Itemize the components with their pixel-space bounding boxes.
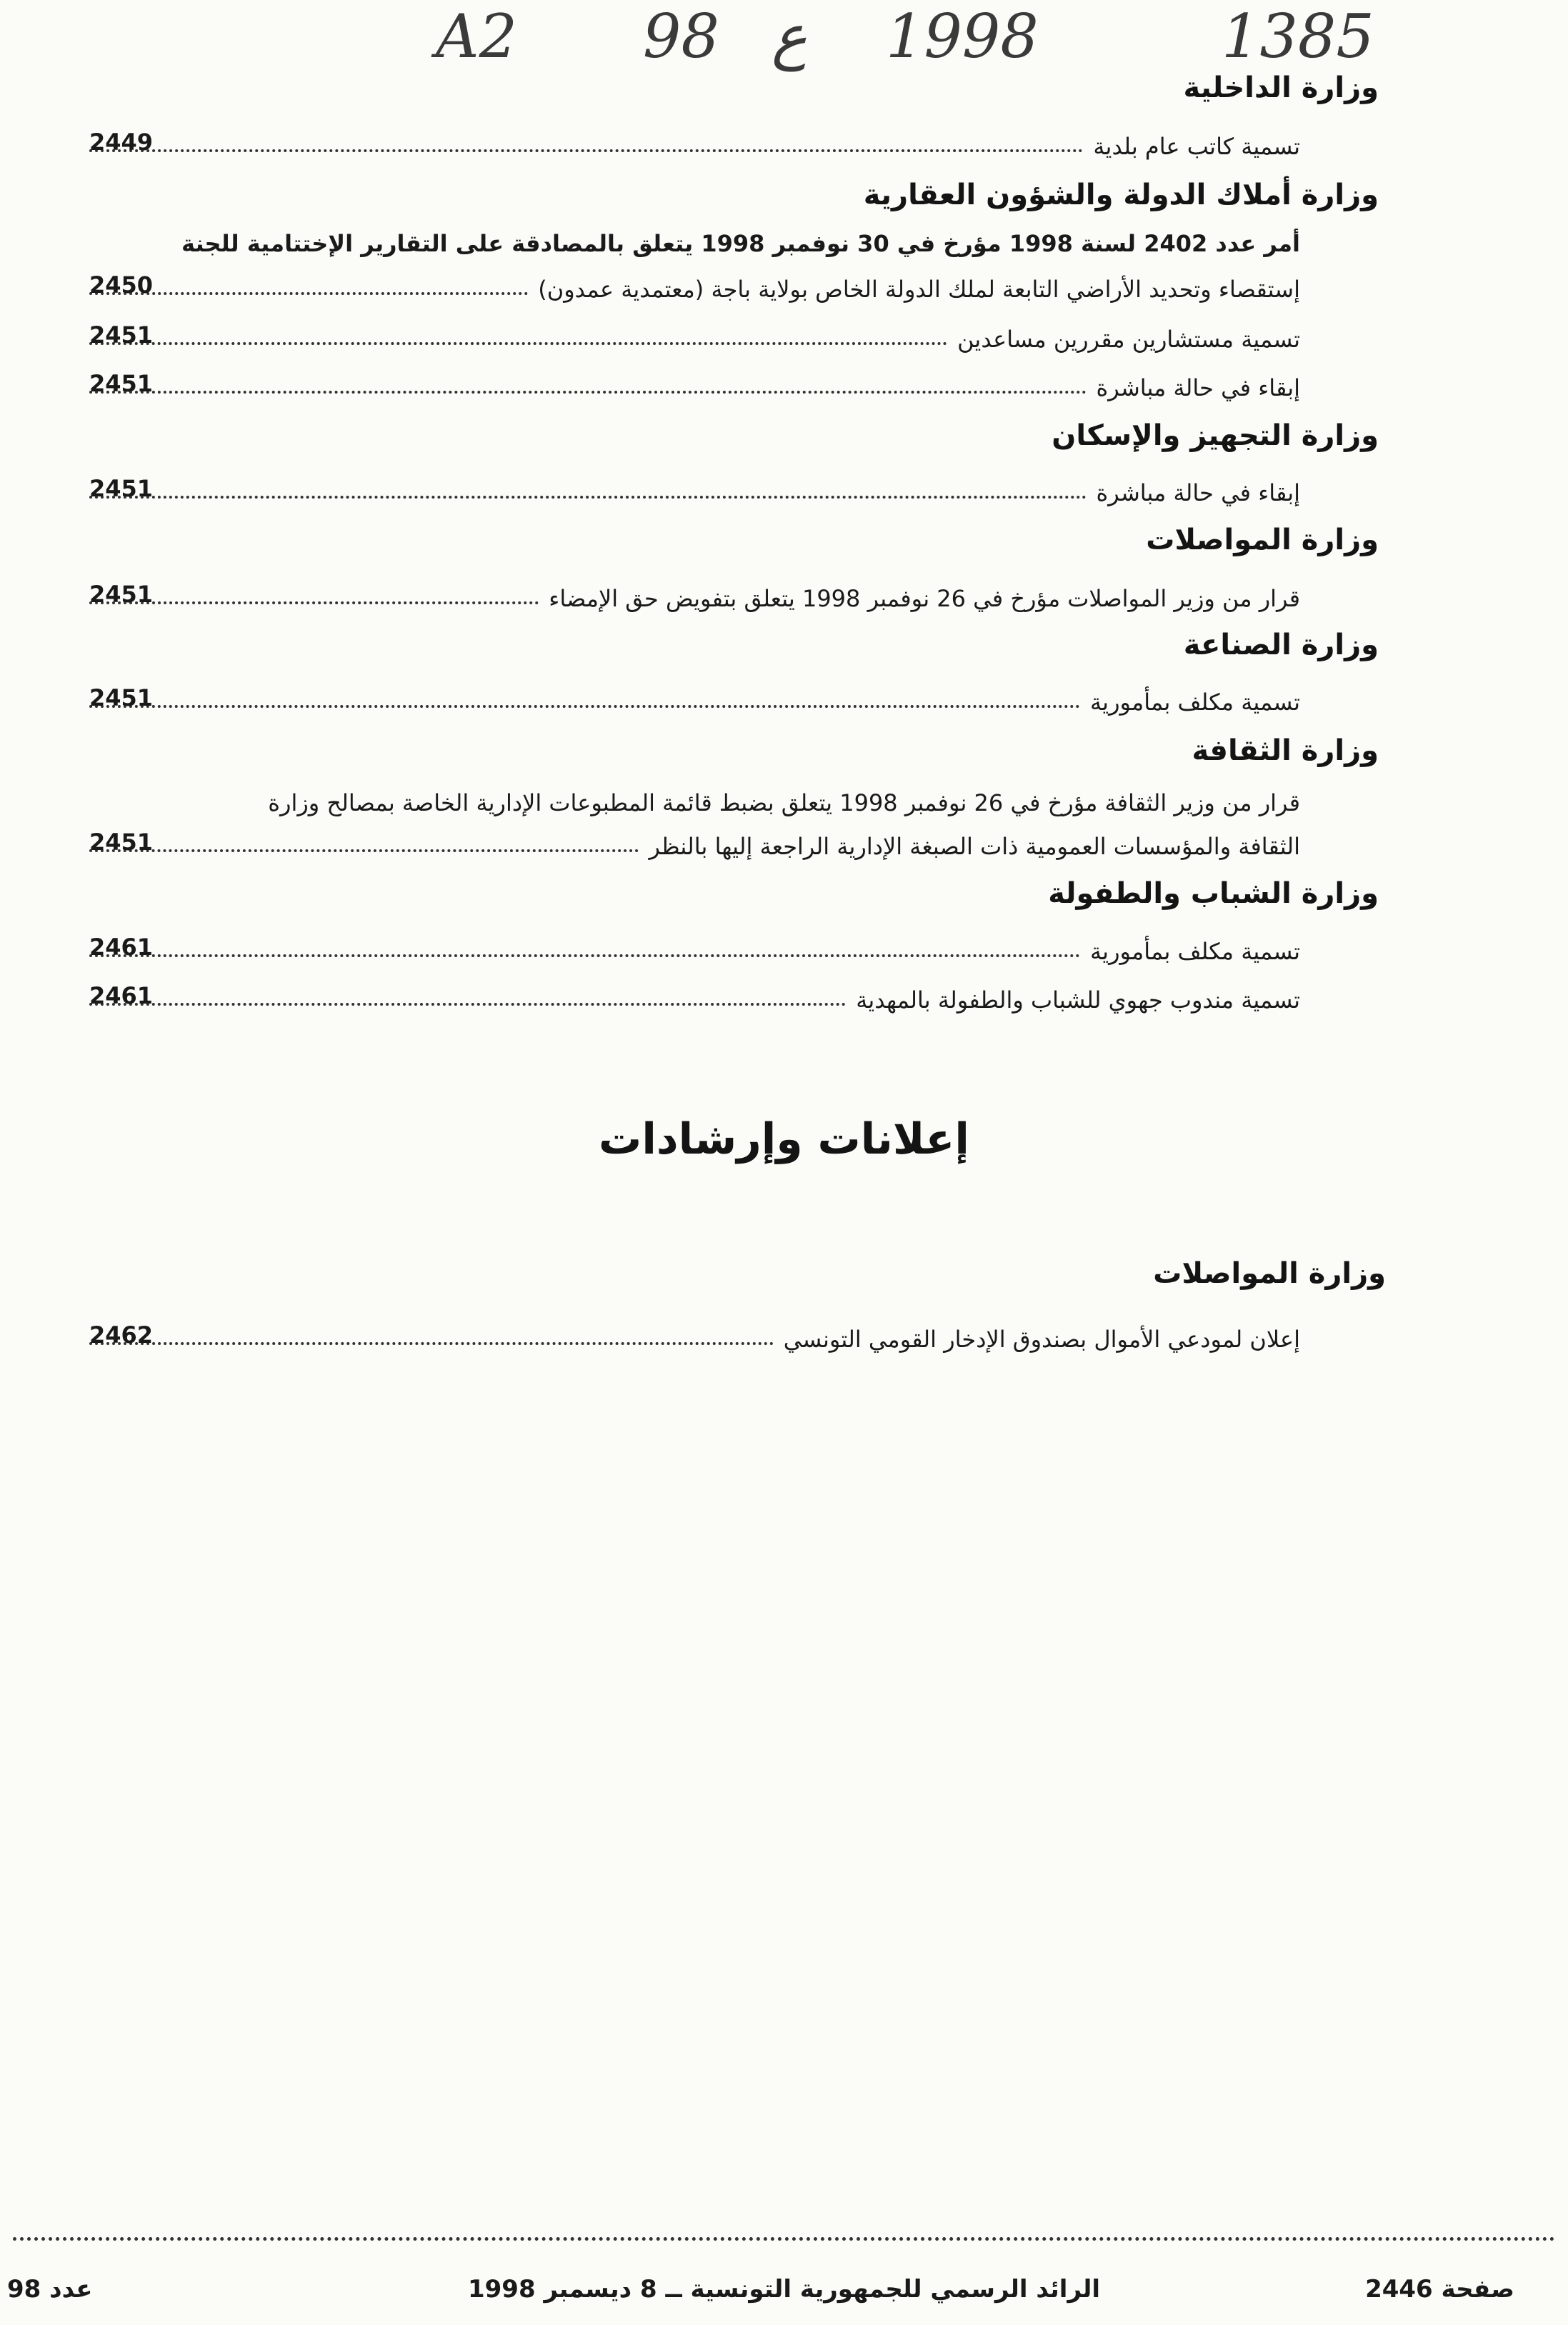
toc-paragraph-line: أمر عدد 2402 لسنة 1998 مؤرخ في 30 نوفمبر 1998 يتعلق بالمصادقة على التقارير الإختتامية للجنة: [181, 230, 1300, 257]
toc-entry[interactable]: [89, 121, 1300, 160]
toc-entry-page: 2461: [89, 934, 154, 961]
leader-dots: [89, 149, 1083, 152]
toc-entry-page: 2450: [89, 271, 154, 299]
section-heading-industry: وزارة الصناعة: [1183, 629, 1379, 661]
toc-entry-text: تسمية مكلف بمأمورية: [1090, 689, 1300, 716]
section-heading-youth: وزارة الشباب والطفولة: [1048, 877, 1379, 910]
toc-entry-page: 2462: [89, 1321, 154, 1349]
section-heading-announcements-transport: وزارة المواصلات: [1153, 1257, 1386, 1290]
leader-dots: [89, 1003, 846, 1006]
handwritten-year: 1998: [886, 1, 1039, 71]
toc-entry[interactable]: [89, 264, 1300, 303]
toc-entry-page: 2461: [89, 982, 154, 1009]
handwritten-id: 1385: [1222, 1, 1374, 71]
toc-entry-page: 2451: [89, 684, 154, 711]
handwritten-ref: A2: [436, 1, 518, 71]
footer-issue-number: عدد 98: [7, 2275, 93, 2304]
section-heading-culture: وزارة الثقافة: [1192, 734, 1379, 767]
toc-entry-text: قرار من وزير المواصلات مؤرخ في 26 نوفمبر 1998 يتعلق بتفويض حق الإمضاء: [549, 585, 1300, 612]
toc-entry-text: إبقاء في حالة مباشرة: [1096, 479, 1300, 506]
toc-entry-page: 2449: [89, 129, 154, 156]
toc-entry[interactable]: [89, 363, 1300, 401]
leader-dots: [89, 954, 1080, 957]
footer-publication-date: الرائد الرسمي للجمهورية التونسية ــ 8 ديسمبر 1998: [467, 2275, 1101, 2304]
toc-entry-page: 2451: [89, 581, 154, 608]
leader-dots: [89, 849, 639, 852]
toc-entry-text: إستقصاء وتحديد الأراضي التابعة لملك الدولة الخاص بولاية باجة (معتمدية عمدون): [538, 276, 1300, 303]
toc-entry[interactable]: [89, 468, 1300, 506]
toc-entry[interactable]: [89, 975, 1300, 1014]
toc-entry[interactable]: [89, 821, 1300, 860]
leader-dots: [89, 705, 1080, 708]
toc-entry-text: الثقافة والمؤسسات العمومية ذات الصبغة الإدارية الراجعة إليها بالنظر: [649, 833, 1300, 860]
announcements-title: إعلانات وإرشادات: [599, 1114, 969, 1164]
toc-entry-text: إعلان لمودعي الأموال بصندوق الإدخار القومي التونسي: [783, 1326, 1300, 1353]
toc-entry-page: 2451: [89, 829, 154, 856]
section-heading-equipment: وزارة التجهيز والإسكان: [1052, 419, 1379, 452]
handwritten-annotation: [400, 0, 1400, 79]
toc-entry[interactable]: [89, 677, 1300, 716]
toc-entry-page: 2451: [89, 370, 154, 397]
section-heading-interior: وزارة الداخلية: [1183, 71, 1379, 104]
leader-dots: [89, 391, 1087, 394]
handwritten-letter: ع: [771, 1, 808, 71]
toc-entry[interactable]: [89, 314, 1300, 353]
toc-entry-text: تسمية كاتب عام بلدية: [1093, 133, 1300, 160]
leader-dots: [89, 342, 947, 345]
toc-entry-text: تسمية مستشارين مقررين مساعدين: [957, 326, 1300, 353]
toc-paragraph-line: قرار من وزير الثقافة مؤرخ في 26 نوفمبر 1998 يتعلق بضبط قائمة المطبوعات الإدارية الخاصة بمصالح وزارة: [268, 789, 1300, 816]
toc-entry-page: 2451: [89, 321, 154, 349]
toc-entry-text: تسمية مندوب جهوي للشباب والطفولة بالمهدية: [856, 986, 1300, 1014]
footer-page-number: صفحة 2446: [1365, 2275, 1514, 2304]
toc-entry-text: تسمية مكلف بمأمورية: [1090, 938, 1300, 965]
leader-dots: [89, 1342, 774, 1345]
toc-entry[interactable]: [89, 1314, 1300, 1353]
section-heading-state-property: وزارة أملاك الدولة والشؤون العقارية: [863, 179, 1379, 211]
section-heading-transport: وزارة المواصلات: [1146, 524, 1379, 556]
leader-dots: [89, 496, 1087, 499]
toc-entry[interactable]: [89, 574, 1300, 612]
handwritten-num: 98: [643, 1, 719, 71]
toc-entry-text: إبقاء في حالة مباشرة: [1096, 374, 1300, 401]
footer-divider: [13, 2237, 1555, 2241]
toc-entry[interactable]: [89, 926, 1300, 965]
toc-entry-page: 2451: [89, 475, 154, 502]
